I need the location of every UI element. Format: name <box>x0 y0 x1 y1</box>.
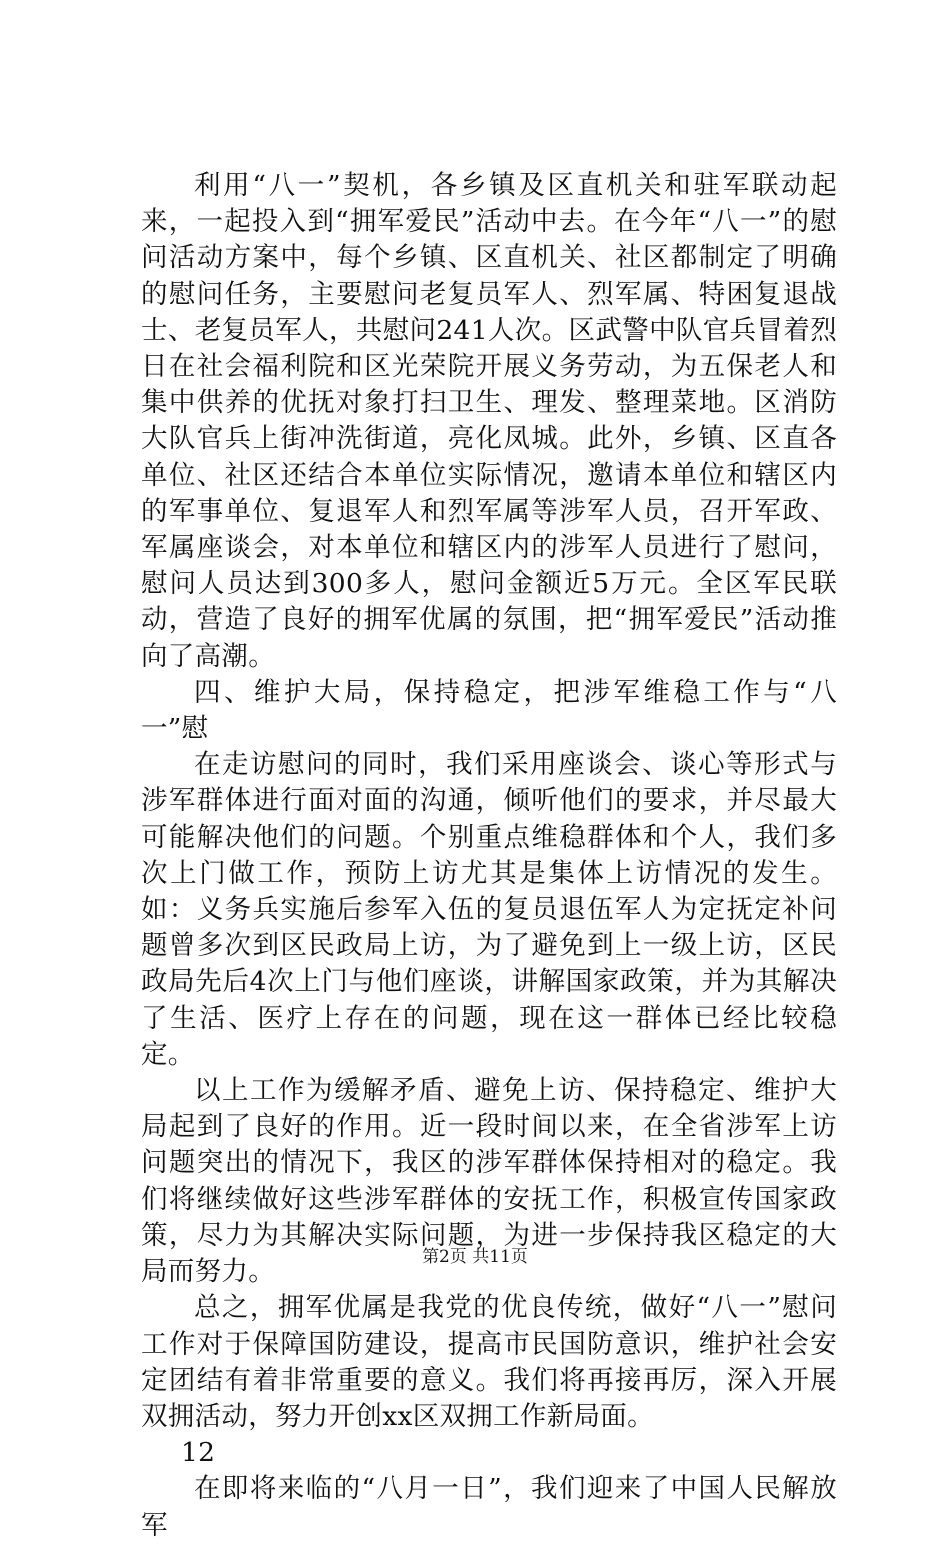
section-heading-four: 四、维护大局，保持稳定，把涉军维稳工作与“八一”慰 <box>141 676 837 745</box>
paragraph-conclusion: 总之，拥军优属是我党的优良传统，做好“八一”慰问工作对于保障国防建设，提高市民国防意识，维护社会安定团结有着非常重要的意义。我们将再接再厉，深入开展双拥活动，努力开创xx区双拥工作新局面。 <box>141 1292 837 1432</box>
document-body <box>141 168 837 1544</box>
paragraph-work-results: 以上工作为缓解矛盾、避免上访、保持稳定、维护大局起到了良好的作用。近一段时间以来，在全省涉军上访问题突出的情况下，我区的涉军群体保持相对的稳定。我们将继续做好这些涉军群体的安抚工作，积极宣传国家政策，尽力为其解决实际问题，为进一步保持我区稳定的大局而努力。 <box>141 1075 837 1288</box>
paragraph-stability-work: 在走访慰问的同时，我们采用座谈会、谈心等形式与涉军群体进行面对面的沟通，倾听他们的要求，并尽最大可能解决他们的问题。个别重点维稳群体和个人，我们多次上门做工作，预防上访尤其是集体上访情况的发生。如：义务兵实施后参军入伍的复员退伍军人为定抚定补问题曾多次到区民政局上访，为了避免到上一级上访，区民政局先后4次上门与他们座谈，讲解国家政策，并为其解决了生活、医疗上存在的问题，现在这一群体已经比较稳定。 <box>141 749 837 1070</box>
paragraph-next-article-opening: 在即将来临的“八月一日”，我们迎来了中国人民解放军 <box>141 1473 837 1541</box>
paragraph-bayi-joint-activities: 利用“八一”契机，各乡镇及区直机关和驻军联动起来，一起投入到“拥军爱民”活动中去。在今年“八一”的慰问活动方案中，每个乡镇、区直机关、社区都制定了明确的慰问任务，主要慰问老复员军人、烈军属、特困复退战士、老复员军人，共慰问241人次。区武警中队官兵冒着烈日在社会福利院和区光荣院开展义务劳动，为五保老人和集中供养的优抚对象打扫卫生、理发、整理菜地。区消防大队官兵上街冲洗街道，亮化凤城。此外，乡镇、区直各单位、社区还结合本单位实际情况，邀请本单位和辖区内的军事单位、复退军人和烈军属等涉军人员，召开军政、军属座谈会，对本单位和辖区内的涉军人员进行了慰问，慰问人员达到300多人，慰问金额近5万元。全区军民联动，营造了良好的拥军优属的氛围，把“拥军爱民”活动推向了高潮。 <box>141 170 837 672</box>
page-footer: 第2页 共11页 <box>422 1247 528 1267</box>
section-number: 12 <box>181 1437 216 1469</box>
